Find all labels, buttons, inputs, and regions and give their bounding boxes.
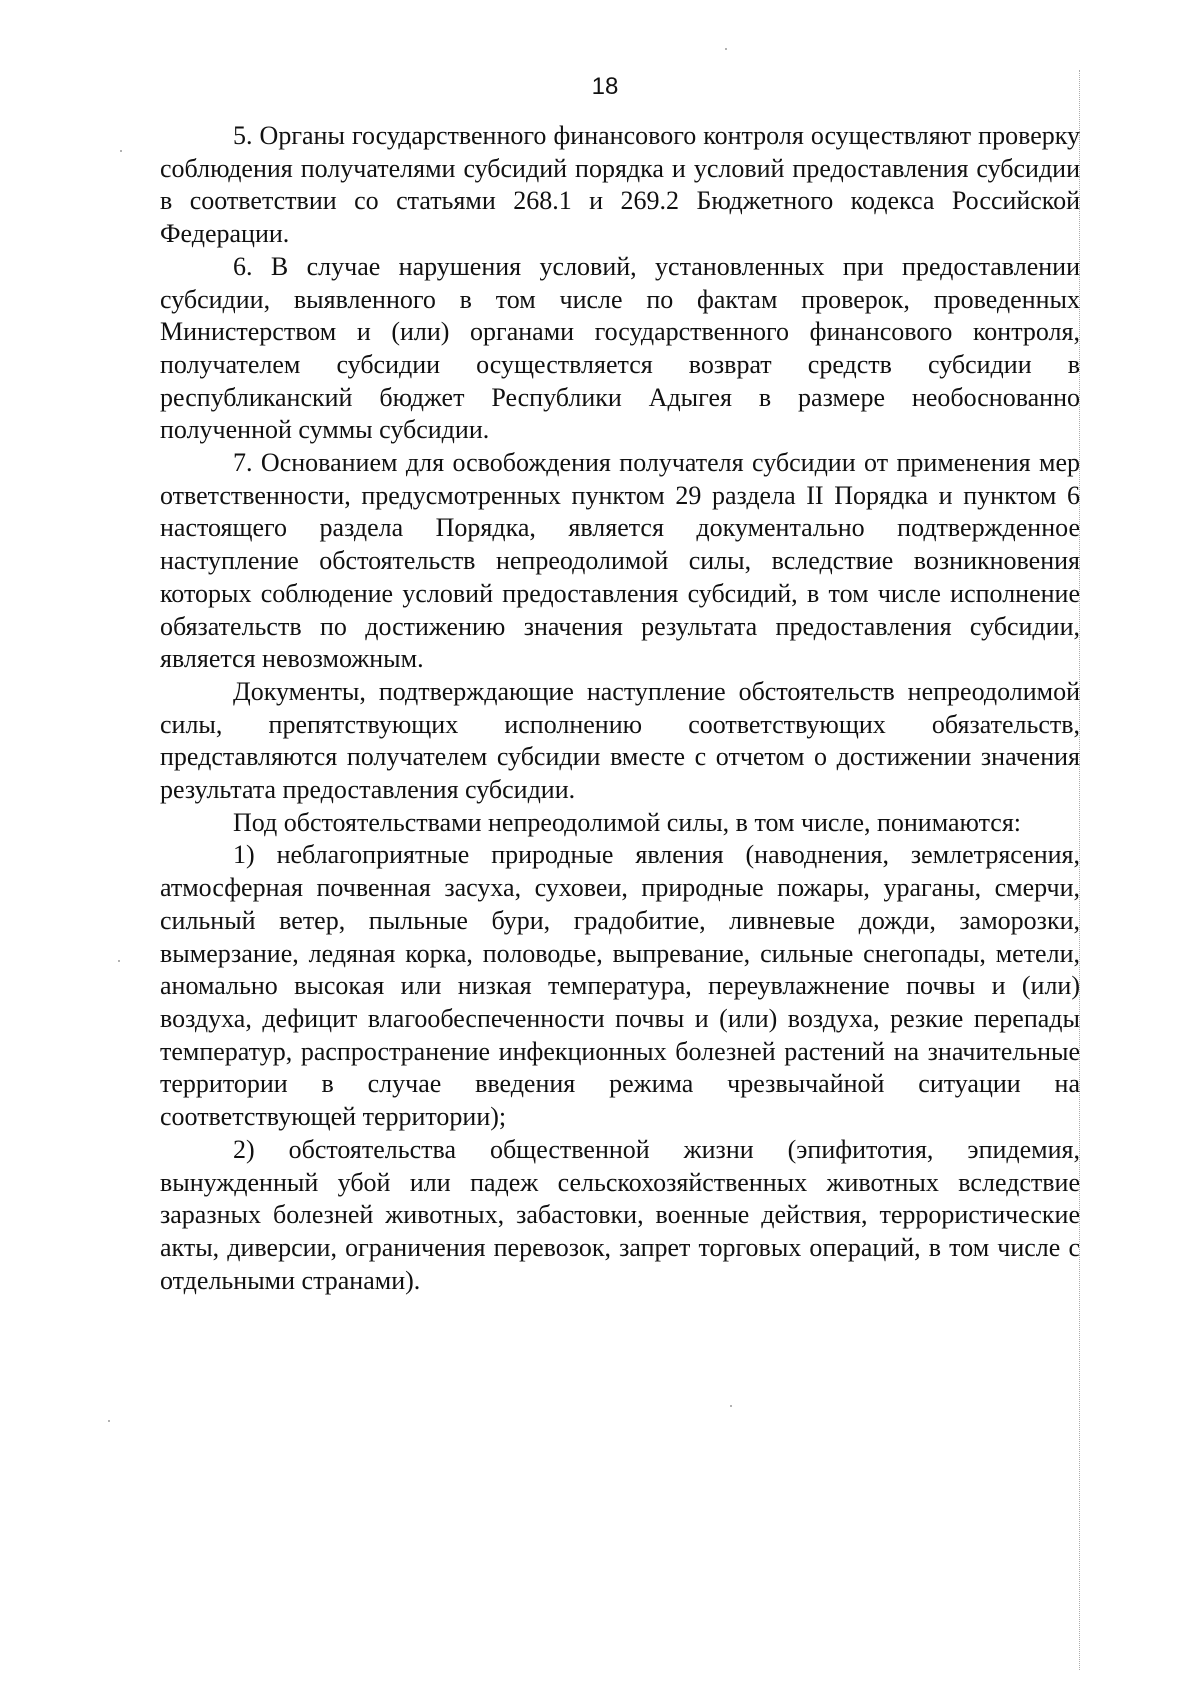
paragraph-documents: Документы, подтверждающие наступление обстоятельств непреодолимой силы, препятствующих исполнению соответствующих обязательств, представляются получателем субсидии вместе с отчетом о достижении значения результата предоставления субсидии. [160,676,1080,805]
paragraph-clause-6: 6. В случае нарушения условий, установленных при предоставлении субсидии, выявленного в том числе по фактам проверок, проведенных Министерством и (или) органами государственного финансового контроля, получателем субсидии осуществляется возврат средств субсидии в республиканский бюджет Республики Адыгея в размере необоснованно полученной суммы субсидии. [160,251,1080,445]
page-number: 18 [591,73,619,100]
scan-speck [120,150,122,152]
paragraph-natural-phenomena: 1) неблагоприятные природные явления (наводнения, землетрясения, атмосферная почвенная засуха, суховеи, природные пожары, ураганы, смерчи, сильный ветер, пыльные бури, градобитие, ливневые дожди, заморозки, вымерзание, ледяная корка, половодье, выпревание, сильные снегопады, метели, аномально высокая или низкая температура, переувлажнение почвы и (или) воздуха, дефицит влагообеспеченности почвы и (или) воздуха, резкие перепады температур, распространение инфекционных болезней растений на значительные территории в случае введения режима чрезвычайной ситуации на соответствующей территории); [160,840,1080,1132]
paragraph-force-majeure-intro: Под обстоятельствами непреодолимой силы, в том числе, понимаются: [233,807,1022,837]
scan-speck [108,1420,110,1422]
scan-speck [725,48,727,50]
document-body [160,120,1080,1297]
paragraph-social-circumstances: 2) обстоятельства общественной жизни (эпифитотия, эпидемия, вынужденный убой или падеж сельскохозяйственных животных вследствие заразных болезней животных, забастовки, военные действия, террористические акты, диверсии, ограничения перевозок, запрет торговых операций, в том числе с отдельными странами). [160,1134,1080,1295]
scan-speck [118,960,120,962]
paragraph-clause-7: 7. Основанием для освобождения получателя субсидии от применения мер ответственности, предусмотренных пунктом 29 раздела II Порядка и пунктом 6 настоящего раздела Порядка, является документально подтвержденное наступление обстоятельств непреодолимой силы, вследствие возникновения которых соблюдение условий предоставления субсидий, в том числе исполнение обязательств по достижению значения результата предоставления субсидии, является невозможным. [160,448,1080,674]
paragraph-clause-5: 5. Органы государственного финансового контроля осуществляют проверку соблюдения получателями субсидий порядка и условий предоставления субсидии в соответствии со статьями 268.1 и 269.2 Бюджетного кодекса Российской Федерации. [160,121,1080,249]
scan-speck [730,1405,732,1407]
